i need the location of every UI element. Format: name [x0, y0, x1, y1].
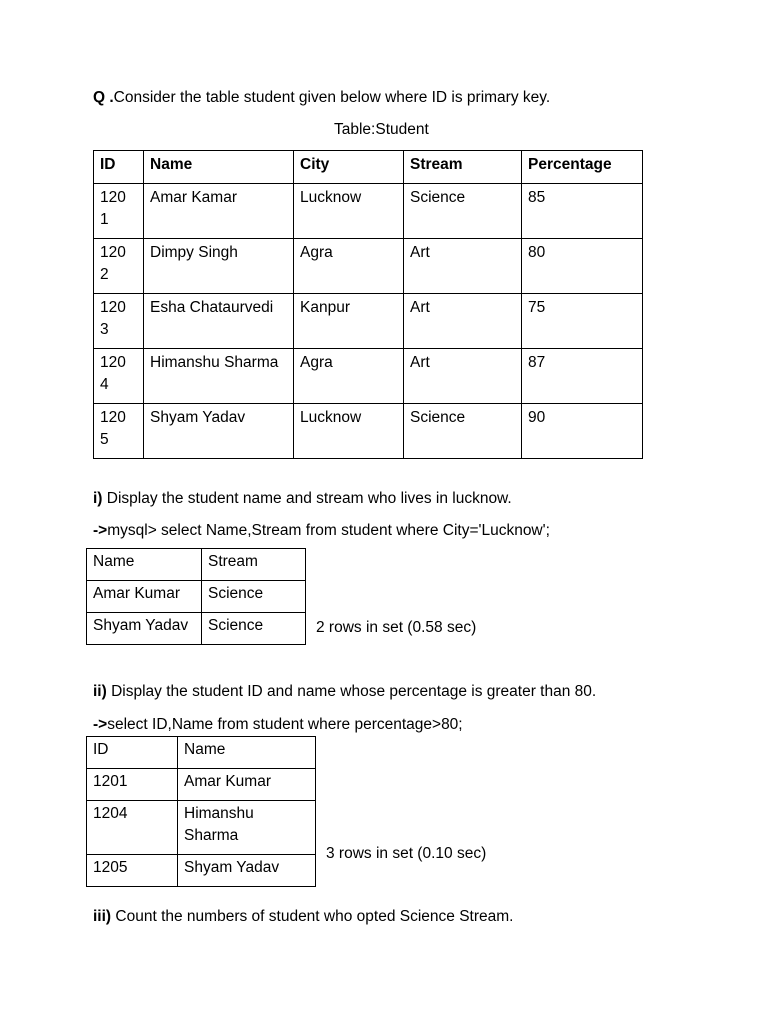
table-row	[94, 239, 643, 294]
table-header-row	[94, 151, 643, 184]
cell-stream: Art	[404, 349, 522, 404]
q2-status: 3 rows in set (0.10 sec)	[326, 845, 487, 862]
cell-city: Agra	[294, 349, 404, 404]
cell-percentage: 80	[522, 239, 643, 294]
result-cell: Shyam Yadav	[87, 613, 202, 645]
q1-query: mysql> select Name,Stream from student where City='Lucknow';	[107, 522, 550, 539]
table-header-row	[87, 737, 316, 769]
cell-city: Lucknow	[294, 184, 404, 239]
cell-name: Dimpy Singh	[144, 239, 294, 294]
table-row	[87, 801, 316, 855]
cell-stream: Science	[404, 184, 522, 239]
q3-line	[93, 907, 513, 927]
table-row	[87, 581, 306, 613]
student-table	[93, 150, 643, 459]
cell-id: 120 1	[94, 184, 144, 239]
cell-stream: Science	[404, 404, 522, 459]
question-line	[93, 88, 550, 108]
result-header: Name	[87, 549, 202, 581]
q3-label: iii)	[93, 908, 112, 925]
q1-result-table	[86, 548, 306, 645]
question-text: Consider the table student given below where ID is primary key.	[113, 89, 551, 106]
result-cell: Shyam Yadav	[178, 855, 316, 887]
header-stream: Stream	[404, 151, 522, 184]
q1-query-line	[93, 521, 550, 541]
q2-query-prefix: ->	[93, 716, 108, 733]
table-row	[94, 404, 643, 459]
header-id: ID	[94, 151, 144, 184]
cell-stream: Art	[404, 239, 522, 294]
table-row	[94, 184, 643, 239]
table-row	[87, 855, 316, 887]
cell-percentage: 90	[522, 404, 643, 459]
result-header: ID	[87, 737, 178, 769]
q2-query: select ID,Name from student where percentage>80;	[107, 716, 463, 733]
cell-name: Amar Kamar	[144, 184, 294, 239]
result-cell: Amar Kumar	[87, 581, 202, 613]
cell-city: Lucknow	[294, 404, 404, 459]
q1-label: i)	[93, 490, 103, 507]
result-header: Name	[178, 737, 316, 769]
result-cell: 1205	[87, 855, 178, 887]
table-row	[87, 613, 306, 645]
q2-query-line	[93, 715, 463, 735]
result-cell: Science	[202, 613, 306, 645]
cell-id: 120 3	[94, 294, 144, 349]
q3-text: Count the numbers of student who opted Science Stream.	[111, 908, 514, 925]
q1-line	[93, 489, 512, 509]
q2-text: Display the student ID and name whose percentage is greater than 80.	[106, 683, 597, 700]
cell-id: 120 4	[94, 349, 144, 404]
cell-city: Kanpur	[294, 294, 404, 349]
result-cell: Science	[202, 581, 306, 613]
cell-name: Esha Chataurvedi	[144, 294, 294, 349]
q1-status: 2 rows in set (0.58 sec)	[316, 619, 477, 636]
cell-percentage: 87	[522, 349, 643, 404]
table-row	[87, 769, 316, 801]
header-percentage: Percentage	[522, 151, 643, 184]
table-row	[94, 349, 643, 404]
cell-city: Agra	[294, 239, 404, 294]
table-row	[94, 294, 643, 349]
q2-result-table	[86, 736, 316, 887]
header-name: Name	[144, 151, 294, 184]
table-header-row	[87, 549, 306, 581]
cell-id: 120 2	[94, 239, 144, 294]
cell-percentage: 75	[522, 294, 643, 349]
cell-name: Shyam Yadav	[144, 404, 294, 459]
cell-percentage: 85	[522, 184, 643, 239]
cell-id: 120 5	[94, 404, 144, 459]
result-cell: 1201	[87, 769, 178, 801]
result-cell: 1204	[87, 801, 178, 855]
q2-label: ii)	[93, 683, 107, 700]
result-cell: Amar Kumar	[178, 769, 316, 801]
result-cell: Himanshu Sharma	[178, 801, 316, 855]
header-city: City	[294, 151, 404, 184]
q2-line	[93, 682, 596, 702]
cell-name: Himanshu Sharma	[144, 349, 294, 404]
result-header: Stream	[202, 549, 306, 581]
q1-query-prefix: ->	[93, 522, 108, 539]
question-label: Q .	[93, 89, 114, 106]
q1-text: Display the student name and stream who lives in lucknow.	[102, 490, 512, 507]
table-caption: Table:Student	[334, 121, 429, 138]
cell-stream: Art	[404, 294, 522, 349]
